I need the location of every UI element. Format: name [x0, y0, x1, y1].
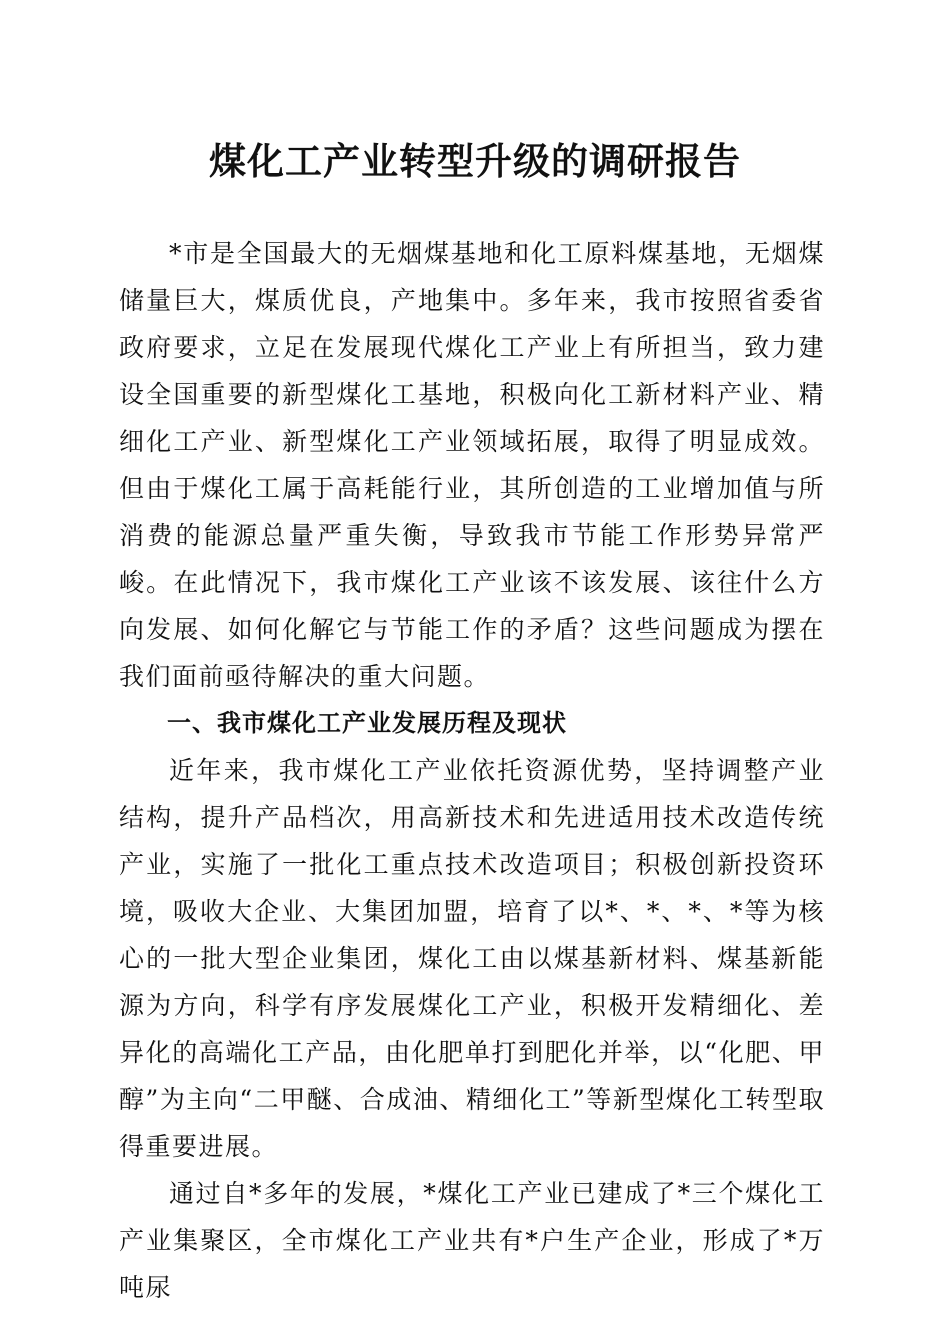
section-paragraph-1: 近年来，我市煤化工产业依托资源优势，坚持调整产业结构，提升产品档次，用高新技术和先进适用技术改造传统产业，实施了一批化工重点技术改造项目；积极创新投资环境，吸收大企业、大集团加盟，培育了以*、*、*、*等为核心的一批大型企业集团，煤化工由以煤基新材料、煤基新能源为方向，科学有序发展煤化工产业，积极开发精细化、差异化的高端化工产品，由化肥单打到肥化并举，以“化肥、甲醇”为主向“二甲醚、合成油、精细化工”等新型煤化工转型取得重要进展。 — [119, 756, 825, 1161]
section-heading: 一、我市煤化工产业发展历程及现状 — [167, 709, 567, 737]
intro-paragraph: *市是全国最大的无烟煤基地和化工原料煤基地，无烟煤储量巨大，煤质优良，产地集中。多年来，我市按照省委省政府要求，立足在发展现代煤化工产业上有所担当，致力建设全国重要的新型煤化工基地，积极向化工新材料产业、精细化工产业、新型煤化工产业领域拓展，取得了明显成效。但由于煤化工属于高耗能行业，其所创造的工业增加值与所消费的能源总量严重失衡，导致我市节能工作形势异常严峻。在此情况下，我市煤化工产业该不该发展、该往什么方向发展、如何化解它与节能工作的矛盾？这些问题成为摆在我们面前亟待解决的重大问题。 — [119, 239, 825, 691]
document-body — [119, 230, 825, 1311]
document-title: 煤化工产业转型升级的调研报告 — [209, 139, 741, 183]
section-paragraph-2: 通过自*多年的发展，*煤化工产业已建成了*三个煤化工产业集聚区，全市煤化工产业共有*户生产企业，形成了*万吨尿 — [119, 1179, 825, 1302]
